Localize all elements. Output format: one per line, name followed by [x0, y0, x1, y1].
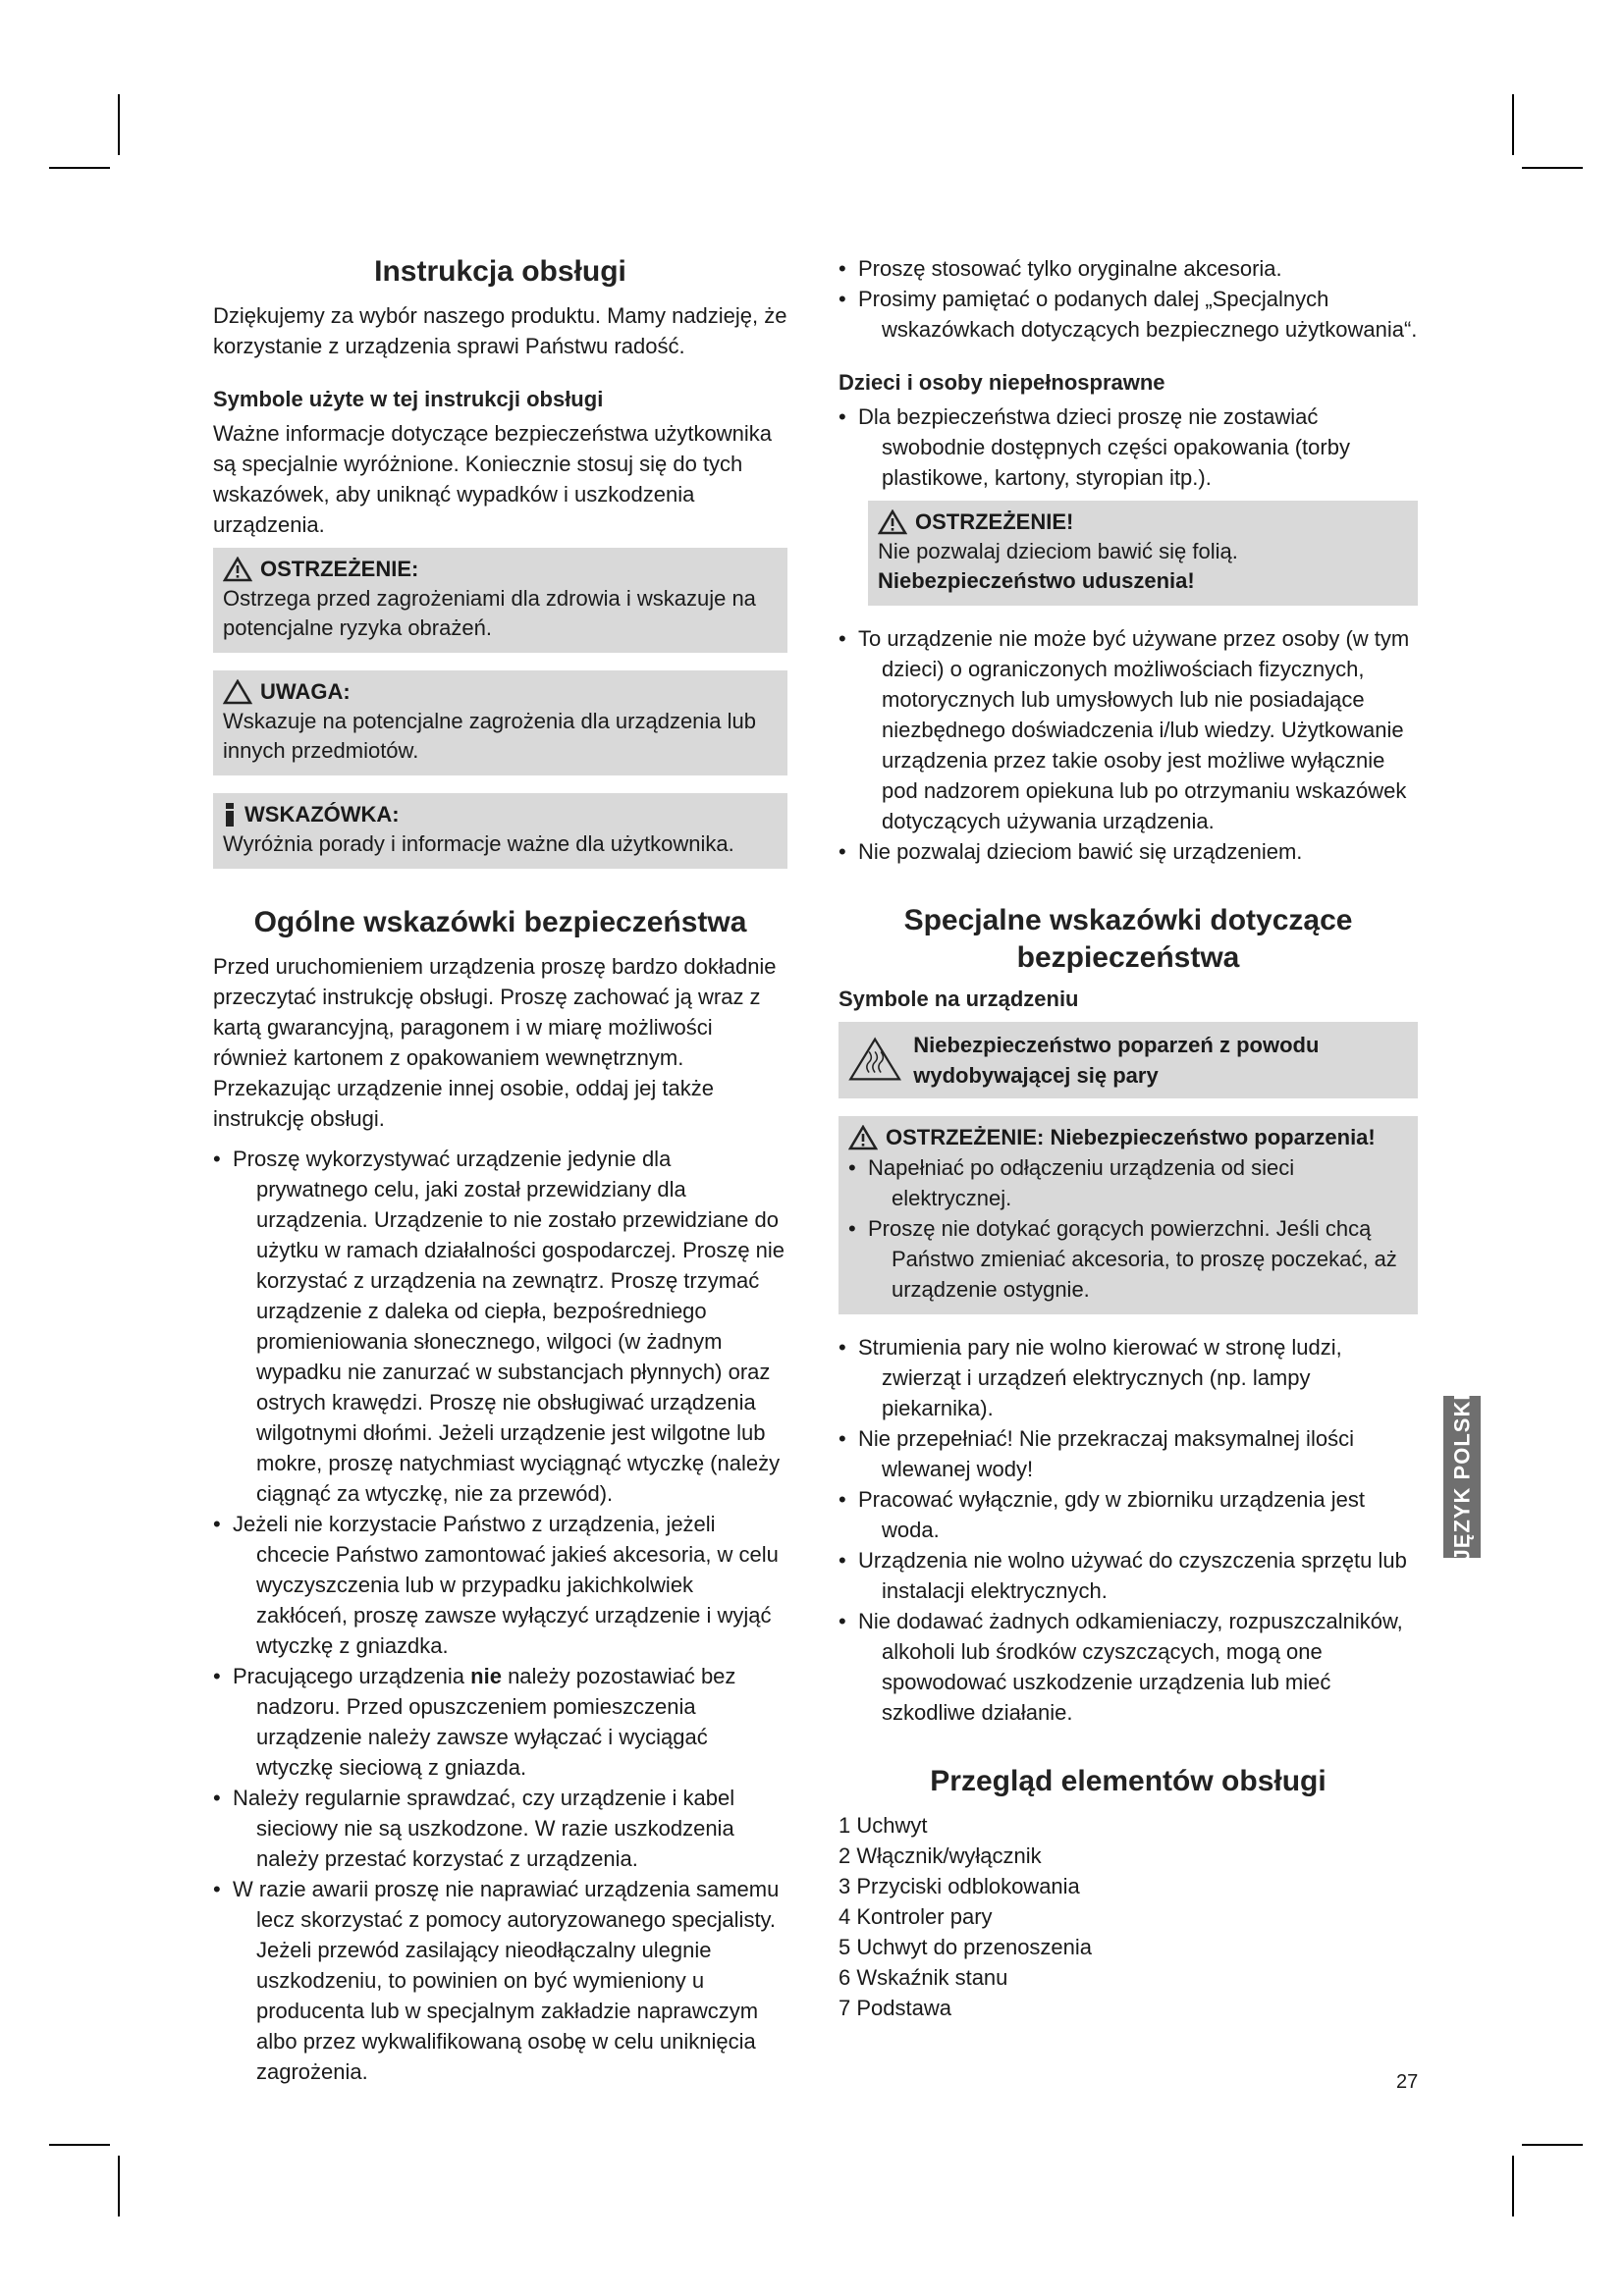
burn-warning-title: OSTRZEŻENIE: Niebezpieczeństwo poparzenia!: [886, 1125, 1376, 1149]
child-warning-box: [868, 501, 1418, 606]
page-number: 27: [1396, 2071, 1419, 2093]
list-item: • Strumienia pary nie wolno kierować w stronę ludzi, zwierząt i urządzeń elektrycznych (np. lampy piekarnika).: [839, 1332, 1418, 1423]
accessory-list: [839, 253, 1418, 345]
hint-box: [213, 793, 787, 869]
list-item: 7 Podstawa: [839, 1996, 951, 2020]
warning-triangle-icon: [848, 1125, 878, 1150]
list-item: • To urządzenie nie może być używane przez osoby (w tym dzieci) o ograniczonych możliwościach fizycznych, motorycznych lub umysłowych lub nie posiadające niezbędnego doświadczenia i/lub wiedzy. Użytkowanie urządzenia przez takie osoby jest możliwe wyłącznie pod nadzorem opiekuna lub po otrzymaniu wskazówek dotyczących używania urządzenia.: [839, 623, 1418, 836]
hot-steam-icon: [848, 1030, 901, 1089]
list-item: 6 Wskaźnik stanu: [839, 1965, 1008, 1990]
symbols-text: Ważne informacje dotyczące bezpieczeństwa użytkownika są specjalnie wyróżnione. Koniecznie stosuj się do tych wskazówek, aby uniknąć wypadków i uszkodzenia urządzenia.: [213, 421, 773, 537]
warning-triangle-icon: [878, 509, 907, 535]
list-item: • Proszę nie dotykać gorących powierzchni. Jeśli chcą Państwo zmieniać akcesoria, to proszę poczekać, aż urządzenie ostygnie.: [848, 1213, 1408, 1305]
info-icon: [223, 802, 237, 828]
list-item: • Nie przepełniać! Nie przekraczaj maksymalnej ilości wlewanej wody!: [839, 1423, 1418, 1484]
caution-triangle-icon: [223, 679, 252, 705]
language-tab-label: JĘZYK POLSKI: [1449, 1393, 1475, 1561]
language-tab: [1443, 1393, 1481, 1561]
warning-box: [213, 548, 787, 653]
list-item: 3 Przyciski odblokowania: [839, 1874, 1080, 1898]
list-item: • Dla bezpieczeństwa dzieci proszę nie zostawiać swobodnie dostępnych części opakowania (torby plastikowe, kartony, styropian itp.).: [839, 401, 1418, 493]
list-item: 1 Uchwyt: [839, 1813, 928, 1838]
children-heading: Dzieci i osoby niepełnosprawne: [839, 370, 1165, 395]
manual-title: Instrukcja obsługi: [374, 255, 626, 288]
warning-title: OSTRZEŻENIE:: [260, 557, 419, 581]
list-item: • Pracować wyłącznie, gdy w zbiorniku urządzenia jest woda.: [839, 1484, 1418, 1545]
list-item: 2 Włącznik/wyłącznik: [839, 1843, 1042, 1868]
list-item: • Proszę wykorzystywać urządzenie jedynie dla prywatnego celu, jaki został przewidziany dla urządzenia. Urządzenie to nie zostało przewidziane do użytku w ramach działalności gospodarczej. Proszę nie korzystać z urządzenia na zewnątrz. Proszę trzymać urządzenie z daleka od ciepła, bezpośredniego promieniowania słonecznego, wilgoci (w żadnym wypadku nie zanurzać w substancjach płynnych) oraz ostrych krawędzi. Proszę nie obsługiwać urządzenia wilgotnymi dłońmi. Jeżeli urządzenie jest wilgotne lub mokre, proszę natychmiast wyciągnąć wtyczkę (należy ciągnąć za wtyczkę, nie za przewód).: [213, 1144, 787, 1509]
burn-warning-box: [839, 1116, 1418, 1314]
list-item: • Urządzenia nie wolno używać do czyszczenia sprzętu lub instalacji elektrycznych.: [839, 1545, 1418, 1606]
children-list-2: [839, 623, 1418, 867]
general-safety-list: [213, 1144, 787, 2087]
caution-box: [213, 670, 787, 775]
caution-text: Wskazuje na potencjalne zagrożenia dla urządzenia lub innych przedmiotów.: [223, 709, 757, 763]
caution-title: UWAGA:: [260, 679, 351, 704]
symbols-heading: Symbole użyte w tej instrukcji obsługi: [213, 387, 604, 411]
warning-triangle-icon: [223, 557, 252, 582]
intro-text: Dziękujemy za wybór naszego produktu. Mamy nadzieję, że korzystanie z urządzenia sprawi Państwu radość.: [213, 303, 787, 358]
steam-symbol-text: Niebezpieczeństwo poparzeń z powodu wydobywającej się pary: [913, 1033, 1320, 1088]
left-column: [213, 253, 787, 2087]
list-item: 4 Kontroler pary: [839, 1904, 993, 1929]
children-list: [839, 401, 1418, 493]
general-safety-title: Ogólne wskazówki bezpieczeństwa: [253, 906, 747, 938]
list-item: 5 Uchwyt do przenoszenia: [839, 1935, 1093, 1959]
list-item: • Należy regularnie sprawdzać, czy urządzenie i kabel sieciowy nie są uszkodzone. W razie uszkodzenia należy przestać korzystać z urządzenia.: [213, 1783, 787, 1874]
special-safety-title: Specjalne wskazówki dotyczące bezpieczeństwa: [903, 904, 1353, 974]
steam-symbol-box: [839, 1022, 1418, 1098]
child-warning-title: OSTRZEŻENIE!: [915, 509, 1074, 534]
general-intro: Przed uruchomieniem urządzenia proszę bardzo dokładnie przeczytać instrukcję obsługi. Proszę zachować ją wraz z kartą gwarancyjną, paragonem i w miarę możliwości również kartonem z opakowaniem wewnętrznym. Przekazując urządzenie innej osobie, oddaj jej także instrukcję obsługi.: [213, 954, 777, 1131]
hint-text: Wyróżnia porady i informacje ważne dla użytkownika.: [223, 831, 734, 856]
list-item: • Nie pozwalaj dzieciom bawić się urządzeniem.: [839, 836, 1418, 867]
list-item: • Napełniać po odłączeniu urządzenia od sieci elektrycznej.: [848, 1152, 1408, 1213]
warning-text: Ostrzega przed zagrożeniami dla zdrowia i wskazuje na potencjalne ryzyka obrażeń.: [223, 586, 756, 640]
controls-title: Przegląd elementów obsługi: [930, 1765, 1326, 1797]
child-warning-text: Nie pozwalaj dzieciom bawić się folią.: [878, 539, 1238, 563]
list-item: • Proszę stosować tylko oryginalne akcesoria.: [839, 253, 1418, 284]
list-item: • Nie dodawać żadnych odkamieniaczy, rozpuszczalników, alkoholi lub środków czyszczących, mogą one spowodować uszkodzenie urządzenia lub mieć szkodliwe działanie.: [839, 1606, 1418, 1728]
steam-safety-list: [839, 1332, 1418, 1728]
list-item: • W razie awarii proszę nie naprawiać urządzenia samemu lecz skorzystać z pomocy autoryzowanego specjalisty. Jeżeli przewód zasilający nieodłączalny ulegnie uszkodzeniu, to powinien on być wymieniony u producenta lub w specjalnym zakładzie naprawczym albo przez wykwalifikowaną osobę w celu uniknięcia zagrożenia.: [213, 1874, 787, 2087]
list-item: • Prosimy pamiętać o podanych dalej „Specjalnych wskazówkach dotyczących bezpiecznego użytkowania“.: [839, 284, 1418, 345]
controls-list: [839, 1810, 1418, 2023]
list-item: • Jeżeli nie korzystacie Państwo z urządzenia, jeżeli chcecie Państwo zamontować jakieś akcesoria, w celu wyczyszczenia lub w przypadku jakichkolwiek zakłóceń, proszę zawsze wyłączyć urządzenie i wyjąć wtyczkę z gniazdka.: [213, 1509, 787, 1661]
child-warning-bold: Niebezpieczeństwo uduszenia!: [878, 568, 1195, 593]
hint-title: WSKAZÓWKA:: [244, 802, 400, 827]
device-symbols-heading: Symbole na urządzeniu: [839, 987, 1079, 1011]
right-column: [839, 253, 1418, 2023]
list-item: • Pracującego urządzenia nie należy pozostawiać bez nadzoru. Przed opuszczeniem pomieszczenia urządzenie należy zawsze wyłączać i wyciągać wtyczkę sieciową z gniazda.: [213, 1661, 787, 1783]
